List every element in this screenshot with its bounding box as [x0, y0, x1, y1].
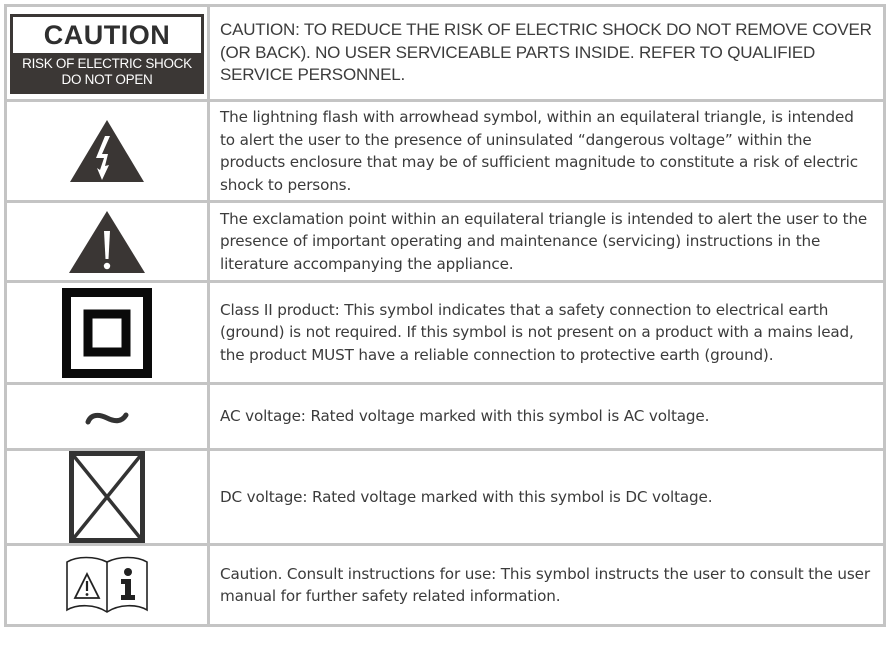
table-row: [6, 384, 885, 450]
symbol-cell: [6, 6, 209, 101]
description-cell: The exclamation point within an equilateral triangle is intended to alert the user to the presence of important operating and maintenance (servicing) instructions in the literature accompanying the appliance.: [209, 202, 885, 282]
description-cell: The lightning flash with arrowhead symbol, within an equilateral triangle, is intended to alert the user to the presence of uninsulated “dangerous voltage” within the products enclosure that may be of sufficient magnitude to constitute a risk of electric shock to persons.: [209, 101, 885, 202]
table-row: [6, 6, 885, 101]
safety-symbols-table: [4, 4, 886, 627]
table-row: [6, 101, 885, 202]
symbol-cell: [6, 101, 209, 202]
caution-label: [10, 14, 204, 94]
symbol-cell: [6, 202, 209, 282]
symbol-cell: [6, 384, 209, 450]
caution-label-line2: DO NOT OPEN: [61, 72, 153, 87]
ac-tilde-icon: [85, 407, 129, 426]
symbol-cell: [6, 545, 209, 626]
dc-crossed-box-icon: [69, 487, 145, 506]
description-cell: DC voltage: Rated voltage marked with this symbol is DC voltage.: [209, 450, 885, 545]
description-cell: CAUTION: TO REDUCE THE RISK OF ELECTRIC SHOCK DO NOT REMOVE COVER (OR BACK). NO USER SERVICEABLE PARTS INSIDE. REFER TO QUALIFIED SERVICE PERSONNEL.: [209, 6, 885, 101]
symbol-cell: [6, 450, 209, 545]
table-row: [6, 450, 885, 545]
exclamation-triangle-icon: [68, 231, 146, 250]
description-cell: AC voltage: Rated voltage marked with this symbol is AC voltage.: [209, 384, 885, 450]
class-ii-double-square-icon: [62, 322, 152, 341]
caution-label-line1: RISK OF ELECTRIC SHOCK: [22, 56, 192, 71]
table-row: [6, 282, 885, 384]
lightning-triangle-icon: [69, 141, 145, 160]
description-cell: Class II product: This symbol indicates that a safety connection to electrical earth (ground) is not required. If this symbol is not present on a product with a mains lead, the product MUST have a reliable connection to protective earth (ground).: [209, 282, 885, 384]
symbol-cell: [6, 282, 209, 384]
table-row: [6, 202, 885, 282]
caution-label-title: CAUTION: [13, 17, 201, 53]
caution-label-subtitle: [13, 53, 201, 91]
consult-manual-icon: [65, 575, 149, 594]
table-row: [6, 545, 885, 626]
description-cell: Caution. Consult instructions for use: This symbol instructs the user to consult the user manual for further safety related information.: [209, 545, 885, 626]
